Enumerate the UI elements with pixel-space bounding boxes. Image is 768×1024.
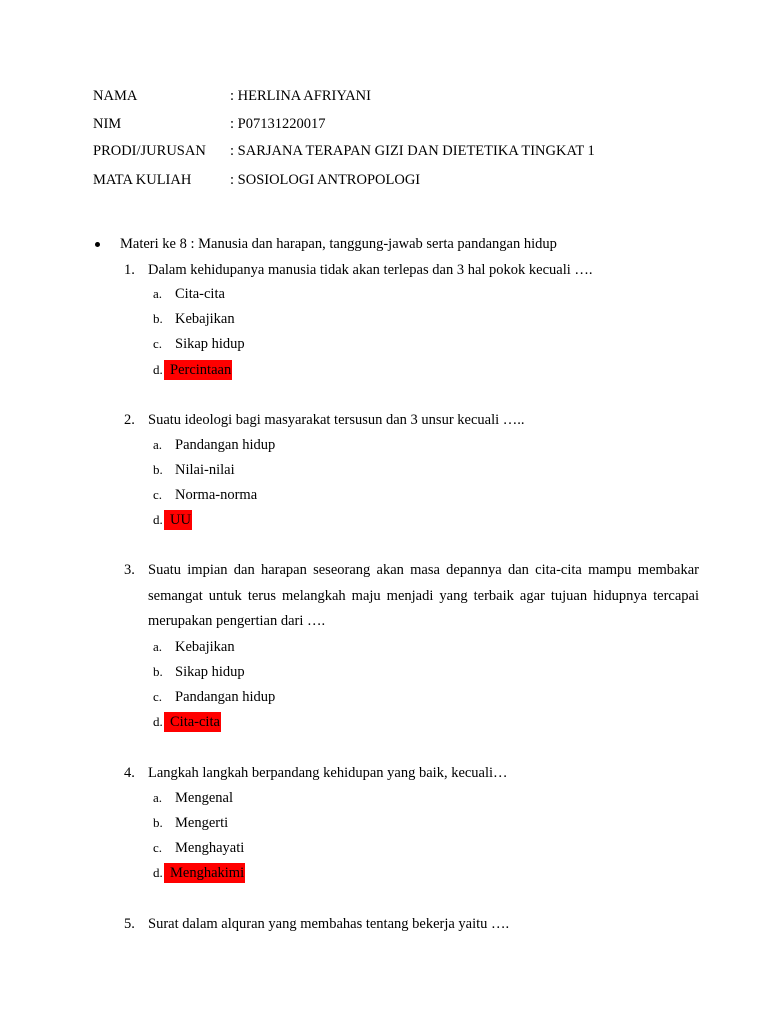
question-number: 3. [124, 562, 135, 578]
highlighted-answer: UU [164, 510, 192, 530]
question-4 [124, 761, 676, 787]
nim-label: NIM [93, 116, 122, 132]
question-text: Langkah langkah berpandang kehidupan yang baik, kecuali… [148, 765, 508, 781]
matkul-value: : SOSIOLOGI ANTROPOLOGI [230, 172, 421, 188]
prodi-label: PRODI/JURUSAN [93, 143, 206, 159]
question-text: Surat dalam alquran yang membahas tentang bekerja yaitu …. [148, 916, 510, 932]
nama-label: NAMA [93, 88, 138, 104]
question-5 [124, 912, 676, 938]
highlighted-answer: Menghakimi [164, 863, 245, 883]
prodi-value: : SARJANA TERAPAN GIZI DAN DIETETIKA TINGKAT 1 [230, 143, 595, 159]
highlighted-answer: Percintaan [164, 360, 232, 380]
question-3 [124, 558, 699, 636]
question-number: 4. [124, 765, 135, 781]
question-number: 5. [124, 916, 135, 932]
question-number: 1. [124, 262, 135, 278]
topic-text: Materi ke 8 : Manusia dan harapan, tanggung-jawab serta pandangan hidup [120, 236, 557, 252]
nim-value: : P07131220017 [230, 116, 326, 132]
highlighted-answer: Cita-cita [164, 712, 221, 732]
bullet-icon [95, 242, 100, 247]
question-text: Dalam kehidupanya manusia tidak akan terlepas dan 3 hal pokok kecuali …. [148, 262, 593, 278]
matkul-label: MATA KULIAH [93, 172, 192, 188]
question-number: 2. [124, 412, 135, 428]
nama-value: : HERLINA AFRIYANI [230, 88, 371, 104]
document-page: NAMA : HERLINA AFRIYANI NIM : P07131220017 PRODI/JURUSAN : SARJANA TERAPAN GIZI DAN DIETETIKA TINGKAT 1 MATA KULIAH : SOSIOLOGI ANTROPOLOGI Materi ke 8 : Manusia dan harapan, tanggung-jawab serta pandangan hidup 1. Dalam kehidupanya manusia tidak akan terlepas dan 3 hal pokok kecuali …. a. Cita-cita b. Kebajikan c. Sikap hidup d. Percintaan 2. Suatu ideologi bagi masyarakat tersusun dan 3 unsur kecuali ….. a. Pandangan hidup b. Nilai-nilai c. Norma-norma d. UU 3. Suatu impian dan harapan seseorang akan masa depannya dan cita-cita mampu membakar semangat untuk terus melangkah maju menjadi yang terbaik agar tujuan hidupnya tercapai merupakan pengertian dari …. a. Kebajikan b. Sikap hidup c. Pandangan hidup d. Cita-cita 4. Langkah langkah berpandang kehidupan yang baik, kecuali… a. Mengenal b. Mengerti c. Menghayati d. Menghakimi 5. Surat dalam alquran yang membahas tentang bekerja yaitu …. [0, 0, 768, 1024]
question-text: Suatu ideologi bagi masyarakat tersusun dan 3 unsur kecuali ….. [148, 412, 525, 428]
question-text: Suatu impian dan harapan seseorang akan masa depannya dan cita-cita mampu membakar semangat untuk terus melangkah maju menjadi yang terbaik agar tujuan hidupnya tercapai merupakan pengertian dari …. [148, 562, 699, 629]
question-2 [124, 408, 676, 434]
question-1 [124, 258, 676, 284]
